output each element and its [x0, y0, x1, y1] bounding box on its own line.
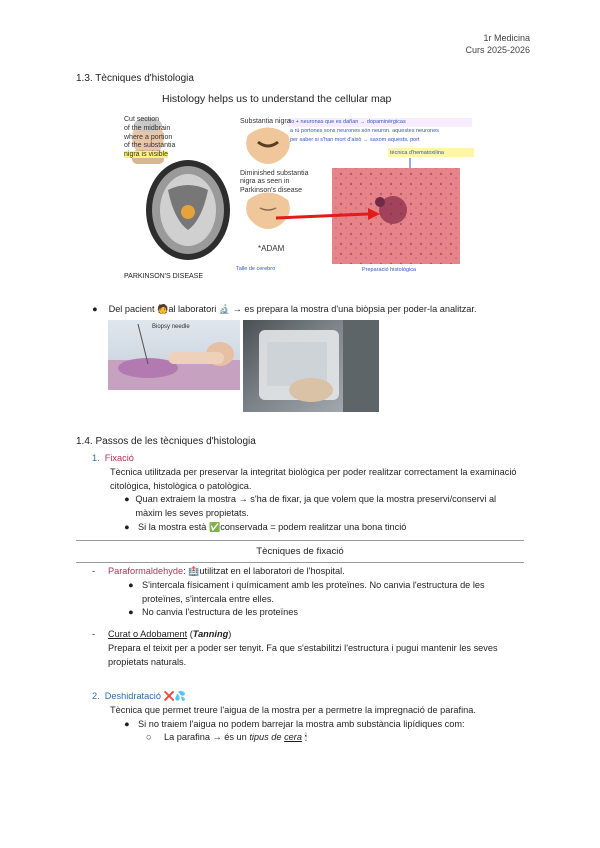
step-deshidratacio — [92, 690, 522, 745]
step1-title: Fixació — [104, 453, 134, 463]
para-bullet2: ● No canvia l'estructura de les proteïnes — [128, 607, 298, 618]
handwritten-notes: lo + neuronas que es dañan → dopaminérgicas a rú portones sons neurones són neuron. aquestes neurones per saber si s'han mort d'això → saxom aquests. port — [290, 119, 439, 143]
cut-section-label: Cut section of the midbrain where a portion of the substantia nigra is visible — [124, 116, 176, 158]
step2-title: Deshidratació — [104, 691, 161, 701]
header-course: 1r Medicina — [483, 33, 530, 43]
histology-figure — [118, 90, 490, 290]
step2-bullet1: ● Si no traiem l'aigua no podem barrejar la mostra amb substància lipídiques com: — [124, 718, 465, 729]
biopsy-photo — [108, 320, 240, 390]
divider-bottom — [76, 562, 524, 563]
substantia-label: Substantia nigra — [240, 118, 291, 125]
biopsy-needle-label: Biopsy needle — [152, 324, 190, 330]
paraformaldehyde-name: Paraformaldehyde — [108, 566, 184, 576]
para-bullet1: ● S'intercala físicament i químicament amb les proteïnes. No canvia l'estructura de les proteïnes, s'intercala entre elles. — [128, 579, 485, 604]
figure-title: Histology helps us to understand the cellular map — [162, 93, 392, 105]
step1-bullet1: ● Quan extraiem la mostra → s'ha de fixar, ja que volem que la mostra preservi/conservi al màxim les seves propietats. — [124, 494, 497, 519]
cross-icon: ❌ — [163, 691, 175, 701]
adam-logo: *ADAM — [258, 244, 285, 253]
section-title-1-3: 1.3. Tècniques d'histologia — [76, 73, 194, 84]
note-preparacio: Preparació histològica — [362, 267, 417, 273]
curat-desc: Prepara el teixit per a poder ser tenyit. Fa que s'estabilitzi l'estructura i pugui mantenir les seves propietats naturals. — [108, 642, 498, 667]
divider-top — [76, 540, 524, 541]
step2-number: 2. — [92, 691, 100, 701]
parkinsons-label: PARKINSON'S DISEASE — [124, 273, 204, 280]
step1-number: 1. — [92, 453, 100, 463]
patient-bullet: ● Del pacient 🧑al laboratori 🔬 → es prepara la mostra d'una biòpsia per poder-la analitzar. — [92, 303, 532, 317]
candle-icon: 🕯 — [304, 732, 308, 743]
step-fixacio — [92, 452, 522, 535]
check-icon: ✅ — [208, 521, 221, 532]
sample-bag-photo — [243, 320, 379, 412]
step1-desc: Tècnica utilitzada per preservar la integritat biològica per poder realitzar correctament la examinació citològica, histològica o patològica. — [110, 466, 517, 491]
paraformaldehyde-block: - Paraformaldehyde: 🏥utilitzat en el laboratori de l'hospital. ● S'intercala físicament i químicament amb les proteïnes. No canvia l'estructura de les proteïnes, s'intercala entre elles. ● No canvia l'estructura de les proteïnes — [92, 565, 522, 620]
step2-subbullet: ○ La parafina → és un tipus de cera 🕯 — [92, 731, 522, 745]
section-title-1-4: 1.4. Passos de les tècniques d'histologia — [76, 436, 256, 447]
step2-desc: Tècnica que permet treure l'aigua de la mostra per a permetre la impregnació de parafina. — [110, 704, 476, 715]
header-year: Curs 2025-2026 — [465, 45, 530, 56]
patient-icon: 🧑 — [157, 304, 169, 314]
curat-block: - Curat o Adobament (Tanning) Prepara el teixit per a poder ser tenyit. Fa que s'estabilitzi l'estructura i pugui mantenir les seves propietats naturals. — [92, 628, 522, 669]
note-hematoxilina: técnica d'hematoxilina — [390, 150, 444, 156]
diminished-label: Diminished substantia nigra as seen in Parkinson's disease — [240, 170, 309, 194]
microscope-icon: 🔬 — [218, 304, 231, 314]
step1-bullet2: ● Si la mostra està ✅conservada = podem realitzar una bona tinció — [92, 521, 522, 535]
page-header — [465, 32, 530, 56]
fixation-techniques-title: Tècniques de fixació — [256, 546, 344, 557]
water-icon: 💦 — [174, 691, 186, 701]
curat-name: Curat o Adobament — [108, 629, 188, 639]
note-tall: Talle de cerebro — [236, 266, 276, 272]
hospital-icon: 🏥 — [188, 566, 200, 576]
